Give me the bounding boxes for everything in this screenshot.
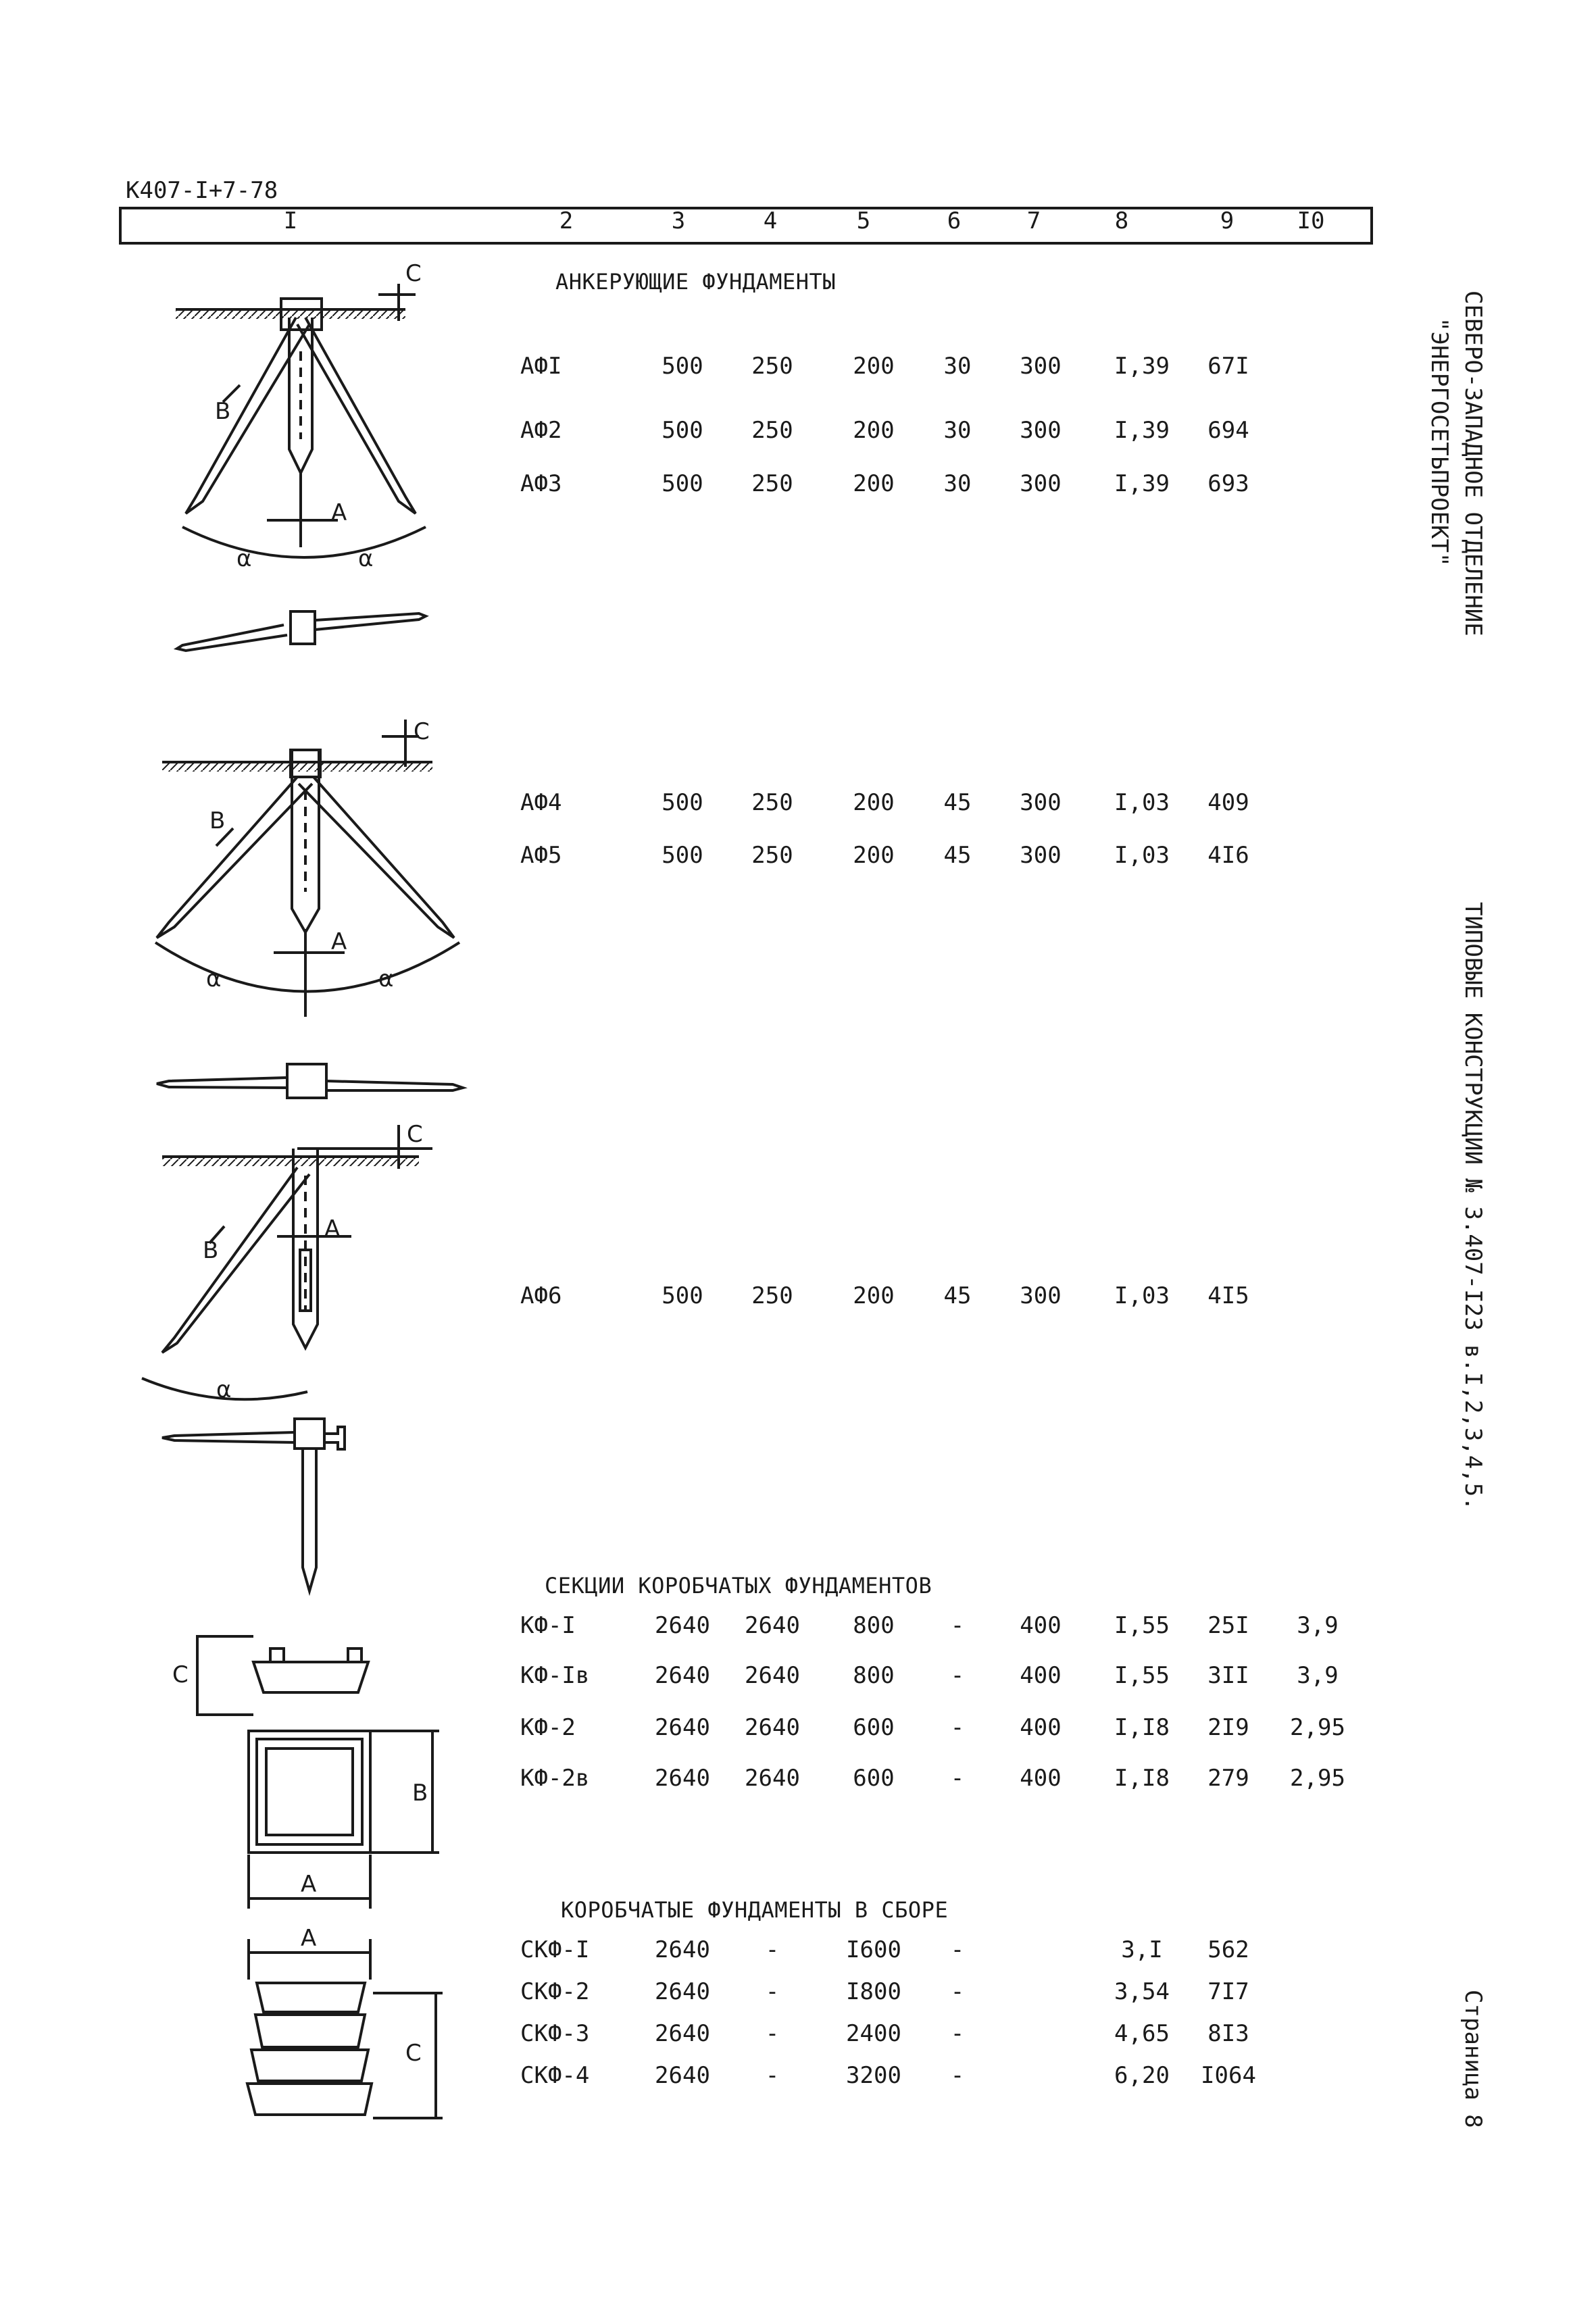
page-number: Страница 8 [1460,1990,1487,2128]
cell-c4: 250 [751,417,793,444]
series-designation: ТИПОВЫЕ КОНСТРУКЦИИ № 3.407-I23 в.I,2,3,4,5. [1460,902,1487,1511]
cell-c3: 2640 [655,1765,710,1792]
cell-c4: 2640 [745,1714,800,1741]
cell-mark: АФ6 [520,1282,562,1309]
cell-c4: 2640 [745,1612,800,1639]
cell-c5: I800 [846,1978,901,2005]
label-a-3: А [324,1215,341,1242]
cell-c5: 600 [853,1714,895,1741]
cell-c6: 45 [943,789,972,816]
column-number-1: I [283,207,298,234]
label-alpha-3: ⍺ [216,1376,232,1403]
cell-c9: 4I6 [1207,842,1249,869]
cell-c8: 6,20 [1114,2062,1170,2089]
cell-mark: АФ2 [520,417,562,444]
cell-c6: - [950,1714,965,1741]
cell-c9: 409 [1207,789,1249,816]
label-b-1: В [215,398,231,425]
cell-c6: - [950,2062,965,2089]
cell-c9: 562 [1207,1936,1249,1963]
cell-c3: 500 [662,1282,703,1309]
drawing-af1-af3 [176,284,426,651]
cell-c5: 800 [853,1612,895,1639]
cell-c9: 2I9 [1207,1714,1249,1741]
label-alpha-2a: ⍺ [206,965,222,992]
cell-c8: I,55 [1114,1612,1170,1639]
cell-c3: 2640 [655,2020,710,2047]
cell-c9: 3II [1207,1662,1249,1689]
column-number-5: 5 [856,207,871,234]
cell-mark: СКФ-3 [520,2020,590,2047]
cell-c4: 250 [751,842,793,869]
column-number-6: 6 [947,207,962,234]
cell-c3: 500 [662,417,703,444]
org-name-line2: "ЭНЕРГОСЕТЬПРОЕКТ" [1426,318,1453,567]
cell-c7: 400 [1020,1714,1062,1741]
cell-c8: I,39 [1114,470,1170,497]
cell-c5: 200 [853,470,895,497]
cell-c8: I,39 [1114,353,1170,380]
cell-c9: 8I3 [1207,2020,1249,2047]
drawing-af6 [142,1125,432,1591]
cell-mark: АФ5 [520,842,562,869]
cell-c7: 300 [1020,789,1062,816]
cell-c3: 2640 [655,1612,710,1639]
cell-c8: I,I8 [1114,1714,1170,1741]
cell-c5: 3200 [846,2062,901,2089]
cell-c6: - [950,1612,965,1639]
cell-c9: 7I7 [1207,1978,1249,2005]
label-c-1: С [405,260,422,287]
cell-mark: СКФ-4 [520,2062,590,2089]
cell-c4: - [765,2062,780,2089]
label-a-5: А [301,1925,317,1952]
label-b-2: В [209,807,226,834]
cell-c4: 250 [751,789,793,816]
label-c-3: С [407,1121,423,1148]
label-c-4: С [172,1661,189,1688]
cell-c6: 45 [943,1282,972,1309]
cell-c7: 300 [1020,417,1062,444]
cell-c4: 250 [751,353,793,380]
drawing-kf-section [196,1636,439,1909]
cell-mark: АФ3 [520,470,562,497]
cell-c10: 2,95 [1290,1765,1345,1792]
cell-c8: I,03 [1114,789,1170,816]
cell-c7: 300 [1020,842,1062,869]
label-a-2: А [331,928,347,955]
cell-c3: 2640 [655,1936,710,1963]
cell-c5: 200 [853,417,895,444]
cell-c3: 500 [662,470,703,497]
cell-c9: 694 [1207,417,1249,444]
cell-c3: 500 [662,353,703,380]
cell-c10: 2,95 [1290,1714,1345,1741]
section-title-box-sections: СЕКЦИИ КОРОБЧАТЫХ ФУНДАМЕНТОВ [545,1573,932,1599]
cell-c6: 30 [943,353,972,380]
cell-c4: - [765,1978,780,2005]
cell-c4: - [765,2020,780,2047]
cell-mark: СКФ-2 [520,1978,590,2005]
cell-c10: 3,9 [1297,1612,1339,1639]
cell-c4: 2640 [745,1765,800,1792]
cell-mark: СКФ-I [520,1936,590,1963]
section-title-box-assembled: КОРОБЧАТЫЕ ФУНДАМЕНТЫ В СБОРЕ [561,1897,949,1923]
cell-c6: - [950,1936,965,1963]
cell-c5: 800 [853,1662,895,1689]
label-a-1: А [331,499,347,526]
cell-c5: 200 [853,353,895,380]
cell-c9: I064 [1201,2062,1256,2089]
cell-c8: 3,I [1121,1936,1163,1963]
cell-c8: I,I8 [1114,1765,1170,1792]
cell-c9: 279 [1207,1765,1249,1792]
cell-c3: 2640 [655,2062,710,2089]
drawing-skf-assembled [247,1939,443,2118]
column-number-10: I0 [1297,207,1325,234]
label-c-2: С [414,718,430,745]
cell-c8: 4,65 [1114,2020,1170,2047]
cell-c6: 30 [943,470,972,497]
cell-c6: - [950,1662,965,1689]
cell-mark: КФ-2 [520,1714,576,1741]
cell-mark: КФ-I [520,1612,576,1639]
cell-c7: 300 [1020,470,1062,497]
cell-c7: 300 [1020,353,1062,380]
cell-c3: 2640 [655,1662,710,1689]
cell-mark: КФ-2в [520,1765,590,1792]
cell-c8: I,03 [1114,1282,1170,1309]
label-b-4: В [412,1780,428,1807]
cell-c10: 3,9 [1297,1662,1339,1689]
cell-c5: 2400 [846,2020,901,2047]
cell-mark: АФI [520,353,562,380]
label-alpha-2b: ⍺ [378,965,394,992]
cell-c9: 693 [1207,470,1249,497]
cell-c5: 600 [853,1765,895,1792]
section-title-anchor: АНКЕРУЮЩИЕ ФУНДАМЕНТЫ [555,269,837,295]
cell-c8: 3,54 [1114,1978,1170,2005]
cell-c7: 400 [1020,1765,1062,1792]
cell-c3: 500 [662,789,703,816]
label-alpha-1b: ⍺ [358,545,374,572]
label-c-5: С [405,2040,422,2067]
cell-c6: - [950,1765,965,1792]
cell-c5: 200 [853,842,895,869]
document-code: К407-I+7-78 [126,177,278,204]
cell-mark: КФ-Iв [520,1662,590,1689]
cell-c8: I,03 [1114,842,1170,869]
cell-c9: 4I5 [1207,1282,1249,1309]
cell-c3: 2640 [655,1714,710,1741]
column-number-4: 4 [763,207,778,234]
cell-c7: 300 [1020,1282,1062,1309]
cell-c4: - [765,1936,780,1963]
cell-c9: 67I [1207,353,1249,380]
cell-c5: I600 [846,1936,901,1963]
cell-c6: - [950,2020,965,2047]
cell-c9: 25I [1207,1612,1249,1639]
cell-mark: АФ4 [520,789,562,816]
label-a-4: А [301,1871,317,1898]
column-number-3: 3 [671,207,686,234]
column-number-8: 8 [1114,207,1129,234]
cell-c5: 200 [853,1282,895,1309]
drawing-af4-af5 [155,720,463,1098]
column-number-9: 9 [1220,207,1235,234]
cell-c6: 30 [943,417,972,444]
column-number-2: 2 [559,207,574,234]
cell-c7: 400 [1020,1662,1062,1689]
cell-c6: - [950,1978,965,2005]
cell-c4: 250 [751,470,793,497]
cell-c6: 45 [943,842,972,869]
label-alpha-1a: ⍺ [236,545,252,572]
cell-c4: 250 [751,1282,793,1309]
cell-c7: 400 [1020,1612,1062,1639]
column-number-7: 7 [1026,207,1041,234]
cell-c3: 500 [662,842,703,869]
cell-c4: 2640 [745,1662,800,1689]
cell-c5: 200 [853,789,895,816]
label-b-3: В [203,1237,219,1264]
cell-c8: I,55 [1114,1662,1170,1689]
cell-c8: I,39 [1114,417,1170,444]
cell-c3: 2640 [655,1978,710,2005]
org-name-line1: СЕВЕРО-ЗАПАДНОЕ ОТДЕЛЕНИЕ [1460,291,1487,636]
